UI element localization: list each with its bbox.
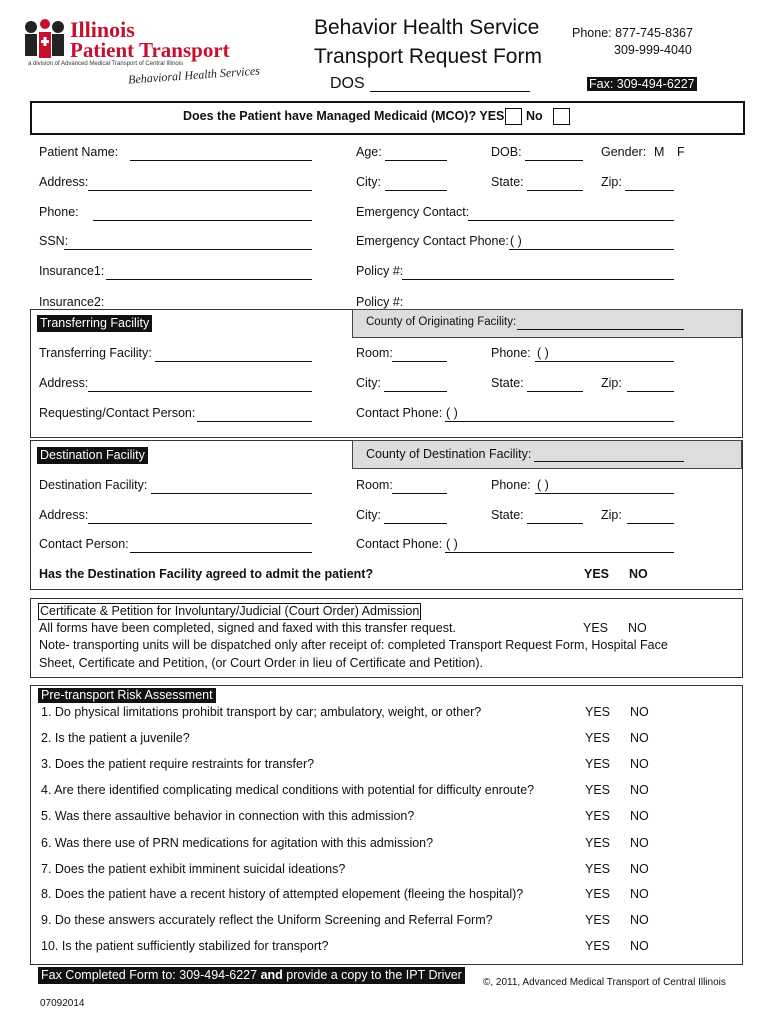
destination-city-field[interactable] xyxy=(384,523,447,524)
phone-field-label: Phone: xyxy=(39,205,79,219)
city-label: City: xyxy=(356,175,381,189)
certificate-line3: Sheet, Certificate and Petition, (or Court Order in lieu of Certificate and Petition). xyxy=(39,656,483,670)
risk-question-6: 6. Was there use of PRN medications for agitation with this admission? xyxy=(41,836,434,850)
insurance1-label: Insurance1: xyxy=(39,264,105,278)
age-label: Age: xyxy=(356,145,382,159)
risk-no-8[interactable]: NO xyxy=(630,887,649,901)
mco-yes-checkbox[interactable] xyxy=(505,108,522,125)
risk-no-6[interactable]: NO xyxy=(630,836,649,850)
patient-name-field[interactable] xyxy=(130,160,312,161)
ssn-field[interactable] xyxy=(64,249,312,250)
transfer-city-field[interactable] xyxy=(384,391,447,392)
fax-instructions xyxy=(38,967,465,984)
emergency-contact-field[interactable] xyxy=(468,220,674,221)
risk-question-9: 9. Do these answers accurately reflect the Uniform Screening and Referral Form? xyxy=(41,913,493,927)
risk-no-2[interactable]: NO xyxy=(630,731,649,745)
destination-contact-phone-label: Contact Phone: xyxy=(356,537,443,551)
emergency-phone-field[interactable] xyxy=(509,249,674,250)
risk-heading: Pre-transport Risk Assessment xyxy=(38,688,216,703)
risk-question-1: 1. Do physical limitations prohibit transport by car; ambulatory, weight, or other? xyxy=(41,705,482,719)
risk-question-10: 10. Is the patient sufficiently stabilized for transport? xyxy=(41,939,329,953)
risk-question-4: 4. Are there identified complicating medical conditions with potential for difficulty enroute? xyxy=(41,783,535,797)
transfer-phone-label: Phone: xyxy=(491,346,531,360)
state-field[interactable] xyxy=(527,190,583,191)
risk-yes-5[interactable]: YES xyxy=(585,809,611,823)
transfer-contact-phone-field[interactable] xyxy=(445,421,674,422)
destination-phone-field[interactable] xyxy=(535,493,674,494)
risk-question-7: 7. Does the patient exhibit imminent suicidal ideations? xyxy=(41,862,346,876)
transfer-room-label: Room: xyxy=(356,346,393,360)
risk-yes-4[interactable]: YES xyxy=(585,783,611,797)
risk-yes-10[interactable]: YES xyxy=(585,939,611,953)
requesting-person-field[interactable] xyxy=(197,421,312,422)
risk-yes-1[interactable]: YES xyxy=(585,705,611,719)
certificate-line2: Note- transporting units will be dispatched only after receipt of: completed Transport Request Form, Hospital Face xyxy=(39,638,668,652)
certificate-yes[interactable]: YES xyxy=(583,621,609,635)
logo-script: Behavioral Health Services xyxy=(127,63,261,87)
phone-label: Phone: 877-745-8367 xyxy=(572,26,693,40)
risk-no-9[interactable]: NO xyxy=(630,913,649,927)
dob-label: DOB: xyxy=(491,145,522,159)
dos-label: DOS xyxy=(330,75,365,92)
risk-question-2: 2. Is the patient a juvenile? xyxy=(41,731,190,745)
destination-city-label: City: xyxy=(356,508,381,522)
transfer-facility-label: Transferring Facility: xyxy=(39,346,152,360)
risk-no-1[interactable]: NO xyxy=(630,705,649,719)
form-title-line1: Behavior Health Service xyxy=(314,16,540,39)
logo-tagline: a division of Advanced Medical Transport of Central Illinois xyxy=(28,61,184,67)
patient-phone-field[interactable] xyxy=(93,220,312,221)
insurance1-field[interactable] xyxy=(106,279,312,280)
gender-m[interactable]: M xyxy=(654,145,665,159)
certificate-heading: Certificate & Petition for Involuntary/Judicial (Court Order) Admission xyxy=(40,604,420,618)
destination-room-field[interactable] xyxy=(392,493,447,494)
destination-zip-label: Zip: xyxy=(601,508,622,522)
destination-contact-field[interactable] xyxy=(130,552,312,553)
transfer-address-label: Address: xyxy=(39,376,89,390)
patient-name-label: Patient Name: xyxy=(39,145,119,159)
destination-state-label: State: xyxy=(491,508,524,522)
transfer-county-label: County of Originating Facility: xyxy=(366,316,517,328)
fax-instructions-and: and xyxy=(260,968,283,982)
transfer-state-label: State: xyxy=(491,376,524,390)
destination-address-field[interactable] xyxy=(88,523,312,524)
destination-facility-field[interactable] xyxy=(151,493,312,494)
mco-question: Does the Patient have Managed Medicaid (MCO)? YES xyxy=(183,109,505,123)
risk-no-5[interactable]: NO xyxy=(630,809,649,823)
destination-agreed-question: Has the Destination Facility agreed to admit the patient? xyxy=(39,567,374,581)
risk-yes-6[interactable]: YES xyxy=(585,836,611,850)
transfer-facility-field[interactable] xyxy=(155,361,312,362)
logo-figures-icon xyxy=(22,18,68,62)
destination-contact-label: Contact Person: xyxy=(39,537,129,551)
address-field[interactable] xyxy=(88,190,312,191)
transfer-zip-field[interactable] xyxy=(627,391,674,392)
risk-question-5: 5. Was there assaultive behavior in connection with this admission? xyxy=(41,809,415,823)
zip-label: Zip: xyxy=(601,175,622,189)
logo-line2: Patient Transport xyxy=(70,38,230,62)
risk-no-10[interactable]: NO xyxy=(630,939,649,953)
transfer-contact-phone-paren: ( ) xyxy=(446,406,458,420)
risk-question-3: 3. Does the patient require restraints for transfer? xyxy=(41,757,315,771)
risk-no-4[interactable]: NO xyxy=(630,783,649,797)
destination-contact-phone-field[interactable] xyxy=(445,552,674,553)
destination-phone-paren: ( ) xyxy=(537,478,549,492)
destination-agreed-no[interactable]: NO xyxy=(629,567,648,581)
destination-county-field[interactable] xyxy=(534,461,684,462)
fax-badge: Fax: 309-494-6227 xyxy=(589,77,695,91)
policy1-field[interactable] xyxy=(402,279,674,280)
certificate-line1: All forms have been completed, signed and faxed with this transfer request. xyxy=(39,621,456,635)
mco-no-label: No xyxy=(526,109,543,123)
risk-yes-7[interactable]: YES xyxy=(585,862,611,876)
transfer-heading: Transferring Facility xyxy=(37,315,152,332)
transfer-room-field[interactable] xyxy=(392,361,447,362)
destination-heading: Destination Facility xyxy=(37,447,148,464)
certificate-no[interactable]: NO xyxy=(628,621,647,635)
form-code: 07092014 xyxy=(40,998,85,1009)
emergency-phone-paren: ( ) xyxy=(510,234,522,248)
emergency-contact-label: Emergency Contact: xyxy=(356,205,470,219)
age-field[interactable] xyxy=(385,160,447,161)
transfer-contact-phone-label: Contact Phone: xyxy=(356,406,443,420)
fax-instructions-suffix: provide a copy to the IPT Driver xyxy=(282,968,462,982)
risk-yes-2[interactable]: YES xyxy=(585,731,611,745)
destination-county-label: County of Destination Facility: xyxy=(366,447,532,461)
ssn-label: SSN: xyxy=(39,234,69,248)
transfer-address-field[interactable] xyxy=(88,391,312,392)
transfer-zip-label: Zip: xyxy=(601,376,622,390)
logo-line1: Illinois xyxy=(70,17,135,42)
transfer-county-field[interactable] xyxy=(517,329,684,330)
risk-yes-8[interactable]: YES xyxy=(585,887,611,901)
risk-no-7[interactable]: NO xyxy=(630,862,649,876)
destination-agreed-yes[interactable]: YES xyxy=(584,567,610,581)
policy2-label: Policy #: xyxy=(356,295,404,309)
transfer-state-field[interactable] xyxy=(527,391,583,392)
destination-room-label: Room: xyxy=(356,478,393,492)
transfer-phone-field[interactable] xyxy=(535,361,674,362)
destination-zip-field[interactable] xyxy=(627,523,674,524)
risk-question-8: 8. Does the patient have a recent history of attempted elopement (fleeing the hospital)? xyxy=(41,887,524,901)
destination-facility-label: Destination Facility: xyxy=(39,478,148,492)
risk-no-3[interactable]: NO xyxy=(630,757,649,771)
transfer-city-label: City: xyxy=(356,376,381,390)
mco-no-checkbox[interactable] xyxy=(553,108,570,125)
gender-f[interactable]: F xyxy=(677,145,685,159)
address-label: Address: xyxy=(39,175,89,189)
zip-field[interactable] xyxy=(625,190,674,191)
city-field[interactable] xyxy=(385,190,447,191)
copyright: ©, 2011, Advanced Medical Transport of Central Illinois xyxy=(483,977,726,988)
gender-label: Gender: xyxy=(601,145,647,159)
dos-field[interactable] xyxy=(370,91,530,92)
dob-field[interactable] xyxy=(525,160,583,161)
destination-address-label: Address: xyxy=(39,508,89,522)
emergency-phone-label: Emergency Contact Phone: xyxy=(356,234,509,248)
destination-state-field[interactable] xyxy=(527,523,583,524)
requesting-person-label: Requesting/Contact Person: xyxy=(39,406,196,420)
phone-2: 309-999-4040 xyxy=(614,43,692,57)
risk-yes-3[interactable]: YES xyxy=(585,757,611,771)
state-label: State: xyxy=(491,175,524,189)
destination-phone-label: Phone: xyxy=(491,478,531,492)
risk-yes-9[interactable]: YES xyxy=(585,913,611,927)
fax-instructions-prefix: Fax Completed Form to: 309-494-6227 xyxy=(41,968,261,982)
form-title-line2: Transport Request Form xyxy=(314,45,542,68)
transfer-phone-paren: ( ) xyxy=(537,346,549,360)
destination-contact-phone-paren: ( ) xyxy=(446,537,458,551)
insurance2-label: Insurance2: xyxy=(39,295,105,309)
policy1-label: Policy #: xyxy=(356,264,404,278)
